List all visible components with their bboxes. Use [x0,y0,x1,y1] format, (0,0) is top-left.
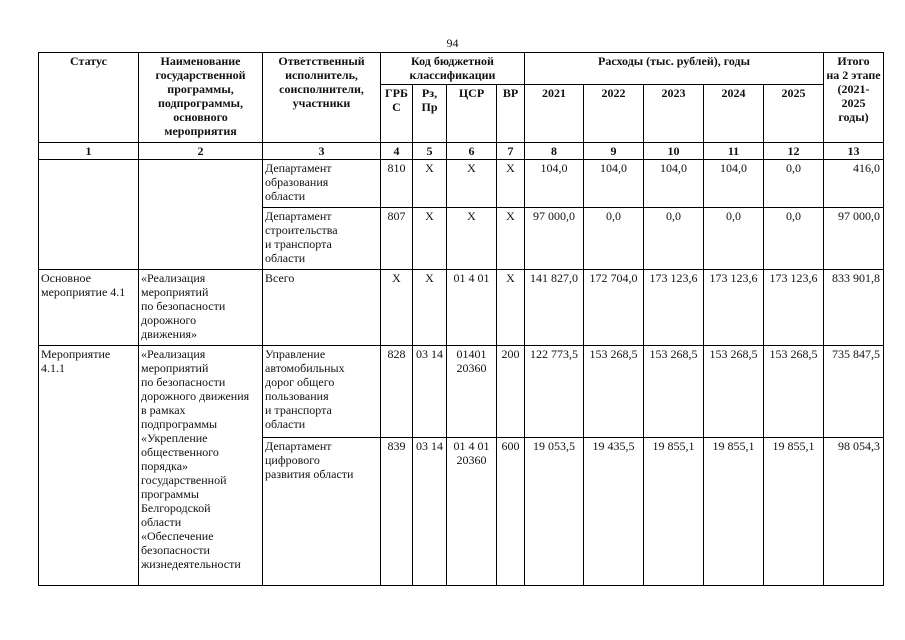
column-number: 4 [381,143,413,160]
executor-cell: Департамент образования области [263,160,381,208]
column-number: 8 [525,143,584,160]
value-2022-cell: 172 704,0 [584,270,644,346]
total-cell: 98 054,3 [824,438,884,586]
header-expenses: Расходы (тыс. рублей), годы [525,53,824,85]
vr-cell: Х [497,208,525,270]
csr-cell: Х [447,208,497,270]
value-2023-cell: 173 123,6 [644,270,704,346]
value-2025-cell: 0,0 [764,208,824,270]
header-executor: Ответственный исполнитель, соисполнители, участники [263,53,381,143]
header-row [39,53,884,85]
value-2025-cell: 19 855,1 [764,438,824,586]
executor-cell: Управление автомобильных дорог общего пользования и транспорта области [263,346,381,438]
value-2021-cell: 104,0 [525,160,584,208]
table-row [39,346,884,438]
grbs-cell: 810 [381,160,413,208]
column-number: 2 [139,143,263,160]
column-number: 5 [413,143,447,160]
csr-cell: Х [447,160,497,208]
value-2025-cell: 173 123,6 [764,270,824,346]
vr-cell: 200 [497,346,525,438]
value-2022-cell: 0,0 [584,208,644,270]
rz-pr-cell: 03 14 [413,438,447,586]
column-number: 11 [704,143,764,160]
header-budget-code: Код бюджетной классификации [381,53,525,85]
grbs-cell: 807 [381,208,413,270]
rz-pr-cell: Х [413,208,447,270]
column-number: 13 [824,143,884,160]
name-cell: «Реализация мероприятий по безопасности дорожного движения в рамках подпрограммы «Укрепление общественного порядка» государственной программы Белгородской области «Обеспечение безопасности жизнедеятельности [139,346,263,586]
total-cell: 735 847,5 [824,346,884,438]
value-2023-cell: 153 268,5 [644,346,704,438]
budget-table [38,52,884,586]
header-total: Итого на 2 этапе (2021- 2025 годы) [824,53,884,143]
value-2022-cell: 153 268,5 [584,346,644,438]
name-cell-empty [139,160,263,270]
value-2025-cell: 0,0 [764,160,824,208]
total-cell: 833 901,8 [824,270,884,346]
vr-cell: Х [497,160,525,208]
vr-cell: Х [497,270,525,346]
value-2023-cell: 104,0 [644,160,704,208]
column-number: 9 [584,143,644,160]
header-year-2023: 2023 [644,85,704,143]
value-2023-cell: 0,0 [644,208,704,270]
status-cell-empty [39,160,139,270]
column-number: 6 [447,143,497,160]
value-2025-cell: 153 268,5 [764,346,824,438]
header-program-name: Наименование государственной программы, подпрограммы, основного мероприятия [139,53,263,143]
value-2022-cell: 104,0 [584,160,644,208]
header-year-2024: 2024 [704,85,764,143]
column-number: 12 [764,143,824,160]
column-number-row [39,143,884,160]
column-number: 7 [497,143,525,160]
header-status: Статус [39,53,139,143]
executor-cell: Всего [263,270,381,346]
value-2022-cell: 19 435,5 [584,438,644,586]
column-number: 10 [644,143,704,160]
executor-cell: Департамент строительства и транспорта области [263,208,381,270]
vr-cell: 600 [497,438,525,586]
header-rz-pr: Рз, Пр [413,85,447,143]
header-year-2021: 2021 [525,85,584,143]
table-row [39,160,884,208]
total-cell: 97 000,0 [824,208,884,270]
name-cell: «Реализация мероприятий по безопасности дорожного движения» [139,270,263,346]
value-2021-cell: 19 053,5 [525,438,584,586]
value-2024-cell: 19 855,1 [704,438,764,586]
value-2021-cell: 97 000,0 [525,208,584,270]
value-2024-cell: 0,0 [704,208,764,270]
executor-cell: Департамент цифрового развития области [263,438,381,586]
header-csr: ЦСР [447,85,497,143]
grbs-cell: 828 [381,346,413,438]
column-number: 1 [39,143,139,160]
rz-pr-cell: 03 14 [413,346,447,438]
header-year-2022: 2022 [584,85,644,143]
total-cell: 416,0 [824,160,884,208]
header-grbs: ГРБ С [381,85,413,143]
status-cell: Основное мероприятие 4.1 [39,270,139,346]
header-vr: ВР [497,85,525,143]
grbs-cell: Х [381,270,413,346]
rz-pr-cell: Х [413,270,447,346]
csr-cell: 01 4 01 [447,270,497,346]
csr-cell: 01401 20360 [447,346,497,438]
value-2021-cell: 141 827,0 [525,270,584,346]
table-row [39,270,884,346]
header-year-2025: 2025 [764,85,824,143]
page-number: 94 [446,36,459,50]
grbs-cell: 839 [381,438,413,586]
column-number: 3 [263,143,381,160]
value-2023-cell: 19 855,1 [644,438,704,586]
value-2021-cell: 122 773,5 [525,346,584,438]
status-cell: Мероприятие 4.1.1 [39,346,139,586]
value-2024-cell: 173 123,6 [704,270,764,346]
rz-pr-cell: Х [413,160,447,208]
csr-cell: 01 4 01 20360 [447,438,497,586]
value-2024-cell: 153 268,5 [704,346,764,438]
value-2024-cell: 104,0 [704,160,764,208]
